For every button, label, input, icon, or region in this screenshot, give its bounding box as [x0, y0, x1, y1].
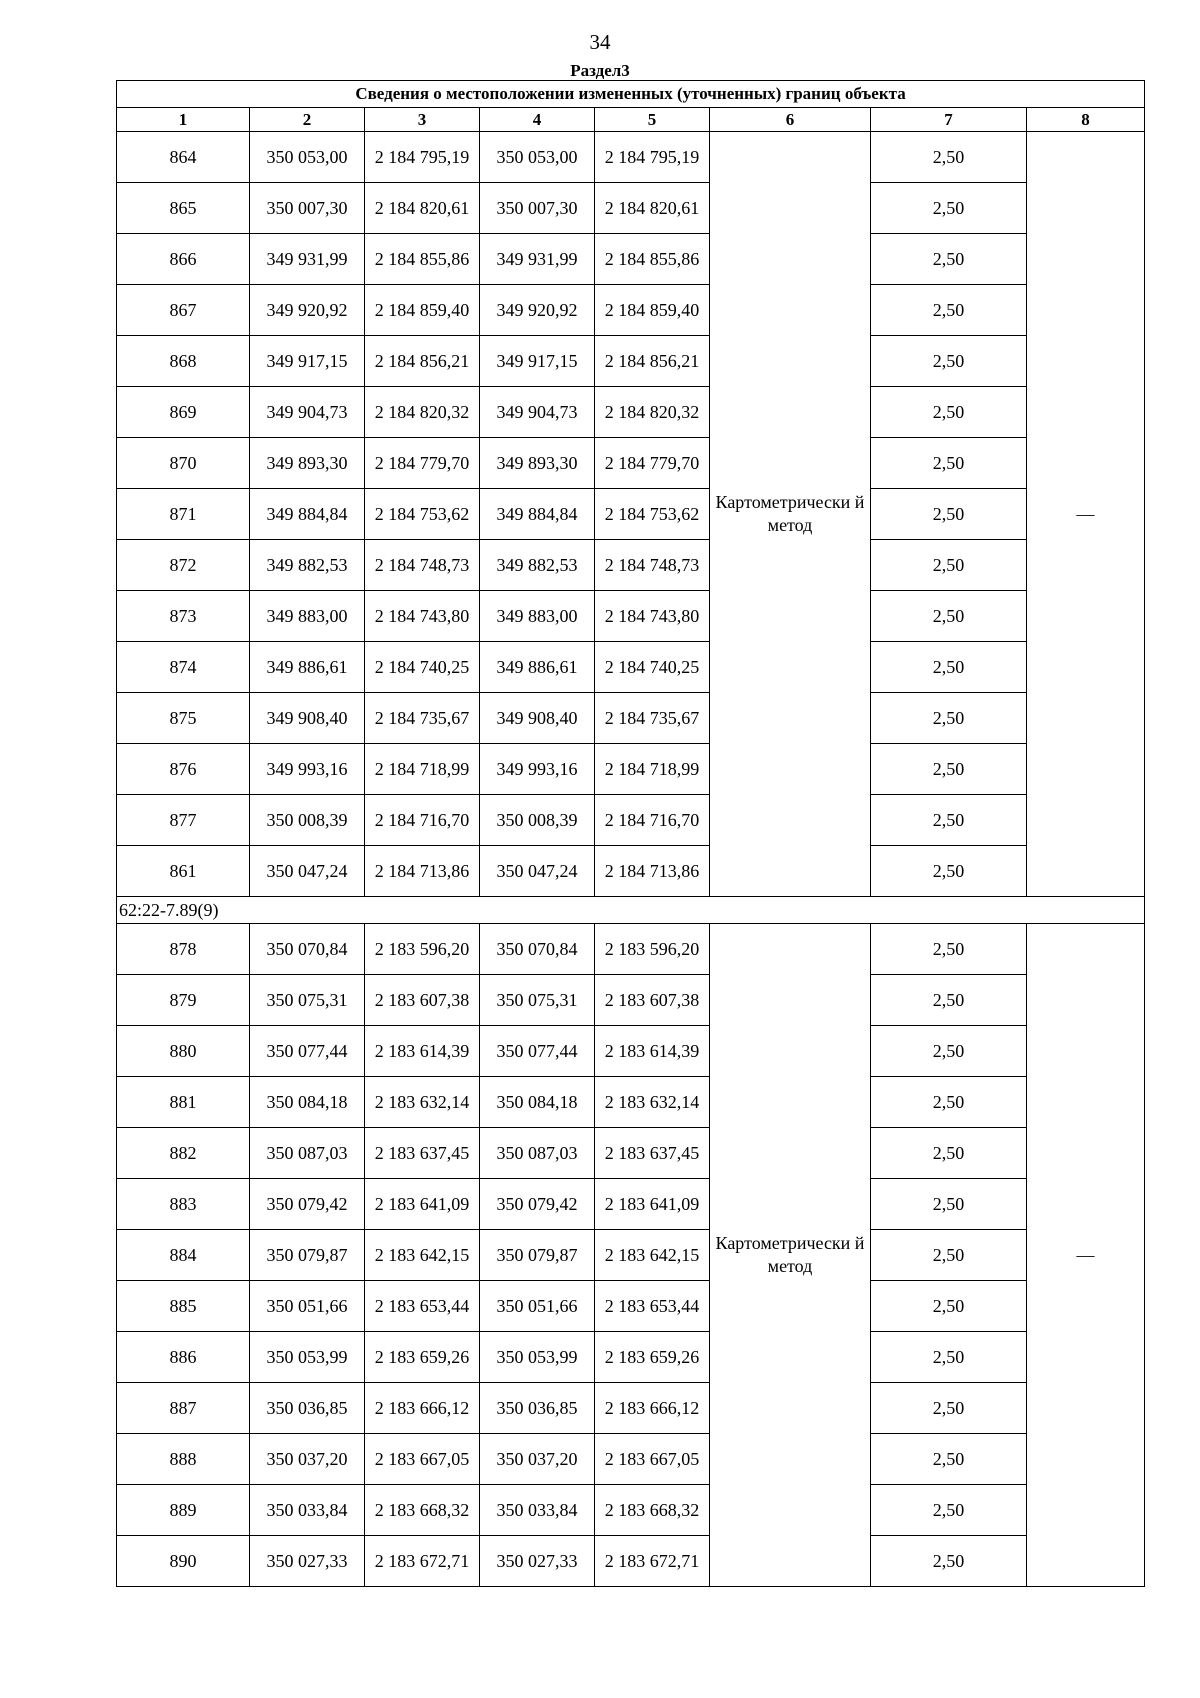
table-row — [117, 1179, 1145, 1230]
column-number-5: 5 — [595, 108, 710, 132]
group-label-row — [117, 897, 1145, 924]
column-number-row — [117, 108, 1145, 132]
accuracy-cell: 2,50 — [871, 795, 1027, 846]
y-existing-cell: 2 184 859,40 — [365, 285, 480, 336]
column-number-2: 2 — [250, 108, 365, 132]
table-row — [117, 846, 1145, 897]
table-row — [117, 285, 1145, 336]
accuracy-cell: 2,50 — [871, 1281, 1027, 1332]
x-existing-cell: 350 070,84 — [250, 924, 365, 975]
column-number-3: 3 — [365, 108, 480, 132]
x-refined-cell: 349 993,16 — [480, 744, 595, 795]
y-existing-cell: 2 184 855,86 — [365, 234, 480, 285]
accuracy-cell: 2,50 — [871, 387, 1027, 438]
y-refined-cell: 2 184 735,67 — [595, 693, 710, 744]
y-refined-cell: 2 184 795,19 — [595, 132, 710, 183]
point-number-cell: 861 — [117, 846, 250, 897]
column-number-6: 6 — [710, 108, 871, 132]
accuracy-cell: 2,50 — [871, 1230, 1027, 1281]
point-number-cell: 868 — [117, 336, 250, 387]
x-refined-cell: 349 884,84 — [480, 489, 595, 540]
table-row — [117, 438, 1145, 489]
x-existing-cell: 349 883,00 — [250, 591, 365, 642]
y-refined-cell: 2 184 716,70 — [595, 795, 710, 846]
table-row — [117, 132, 1145, 183]
y-existing-cell: 2 184 740,25 — [365, 642, 480, 693]
table-row — [117, 1434, 1145, 1485]
x-refined-cell: 350 047,24 — [480, 846, 595, 897]
y-existing-cell: 2 183 632,14 — [365, 1077, 480, 1128]
point-number-cell: 889 — [117, 1485, 250, 1536]
table-row — [117, 489, 1145, 540]
accuracy-cell: 2,50 — [871, 744, 1027, 795]
column-number-7: 7 — [871, 108, 1027, 132]
x-refined-cell: 350 079,42 — [480, 1179, 595, 1230]
table-row — [117, 1332, 1145, 1383]
y-refined-cell: 2 183 666,12 — [595, 1383, 710, 1434]
table-row — [117, 642, 1145, 693]
accuracy-cell: 2,50 — [871, 1383, 1027, 1434]
accuracy-cell: 2,50 — [871, 438, 1027, 489]
accuracy-cell: 2,50 — [871, 1485, 1027, 1536]
y-refined-cell: 2 184 856,21 — [595, 336, 710, 387]
x-refined-cell: 350 053,99 — [480, 1332, 595, 1383]
x-existing-cell: 350 051,66 — [250, 1281, 365, 1332]
y-refined-cell: 2 184 748,73 — [595, 540, 710, 591]
table-body — [117, 132, 1145, 1587]
x-refined-cell: 349 886,61 — [480, 642, 595, 693]
group-label: 62:22-7.89(9) — [117, 897, 1145, 924]
table-row — [117, 1026, 1145, 1077]
y-refined-cell: 2 183 637,45 — [595, 1128, 710, 1179]
x-refined-cell: 349 908,40 — [480, 693, 595, 744]
column-number-8: 8 — [1027, 108, 1145, 132]
x-refined-cell: 350 053,00 — [480, 132, 595, 183]
y-existing-cell: 2 184 713,86 — [365, 846, 480, 897]
point-number-cell: 883 — [117, 1179, 250, 1230]
y-refined-cell: 2 183 642,15 — [595, 1230, 710, 1281]
point-number-cell: 886 — [117, 1332, 250, 1383]
accuracy-cell: 2,50 — [871, 132, 1027, 183]
y-refined-cell: 2 184 820,61 — [595, 183, 710, 234]
table-row — [117, 1128, 1145, 1179]
table-row — [117, 591, 1145, 642]
point-number-cell: 878 — [117, 924, 250, 975]
y-refined-cell: 2 183 596,20 — [595, 924, 710, 975]
point-number-cell: 872 — [117, 540, 250, 591]
y-refined-cell: 2 183 667,05 — [595, 1434, 710, 1485]
accuracy-cell: 2,50 — [871, 924, 1027, 975]
boundary-table — [116, 80, 1145, 1587]
y-refined-cell: 2 184 855,86 — [595, 234, 710, 285]
x-refined-cell: 350 037,20 — [480, 1434, 595, 1485]
point-number-cell: 888 — [117, 1434, 250, 1485]
y-existing-cell: 2 183 596,20 — [365, 924, 480, 975]
table-row — [117, 1485, 1145, 1536]
accuracy-cell: 2,50 — [871, 975, 1027, 1026]
y-existing-cell: 2 184 735,67 — [365, 693, 480, 744]
table-row — [117, 540, 1145, 591]
point-number-cell: 871 — [117, 489, 250, 540]
accuracy-cell: 2,50 — [871, 336, 1027, 387]
y-existing-cell: 2 183 641,09 — [365, 1179, 480, 1230]
x-refined-cell: 350 079,87 — [480, 1230, 595, 1281]
x-existing-cell: 350 077,44 — [250, 1026, 365, 1077]
y-refined-cell: 2 183 659,26 — [595, 1332, 710, 1383]
y-existing-cell: 2 183 666,12 — [365, 1383, 480, 1434]
method-cell: Картометрически й метод — [710, 132, 871, 897]
y-refined-cell: 2 183 641,09 — [595, 1179, 710, 1230]
x-refined-cell: 350 008,39 — [480, 795, 595, 846]
y-existing-cell: 2 184 748,73 — [365, 540, 480, 591]
point-number-cell: 882 — [117, 1128, 250, 1179]
y-existing-cell: 2 184 820,61 — [365, 183, 480, 234]
x-refined-cell: 349 917,15 — [480, 336, 595, 387]
accuracy-cell: 2,50 — [871, 1434, 1027, 1485]
y-existing-cell: 2 184 779,70 — [365, 438, 480, 489]
x-existing-cell: 350 036,85 — [250, 1383, 365, 1434]
y-refined-cell: 2 183 607,38 — [595, 975, 710, 1026]
y-existing-cell: 2 184 820,32 — [365, 387, 480, 438]
x-refined-cell: 349 904,73 — [480, 387, 595, 438]
column-8-cell: — — [1027, 924, 1145, 1587]
accuracy-cell: 2,50 — [871, 234, 1027, 285]
accuracy-cell: 2,50 — [871, 540, 1027, 591]
y-refined-cell: 2 184 740,25 — [595, 642, 710, 693]
page-number: 34 — [589, 30, 611, 54]
table-row — [117, 924, 1145, 975]
point-number-cell: 877 — [117, 795, 250, 846]
y-refined-cell: 2 184 820,32 — [595, 387, 710, 438]
x-refined-cell: 350 084,18 — [480, 1077, 595, 1128]
x-existing-cell: 350 084,18 — [250, 1077, 365, 1128]
y-existing-cell: 2 183 667,05 — [365, 1434, 480, 1485]
x-refined-cell: 350 036,85 — [480, 1383, 595, 1434]
x-existing-cell: 349 931,99 — [250, 234, 365, 285]
x-existing-cell: 350 079,87 — [250, 1230, 365, 1281]
column-8-cell: — — [1027, 132, 1145, 897]
point-number-cell: 873 — [117, 591, 250, 642]
y-existing-cell: 2 184 743,80 — [365, 591, 480, 642]
x-refined-cell: 349 920,92 — [480, 285, 595, 336]
table-row — [117, 1281, 1145, 1332]
x-refined-cell: 350 070,84 — [480, 924, 595, 975]
x-existing-cell: 349 882,53 — [250, 540, 365, 591]
table-row — [117, 1230, 1145, 1281]
y-existing-cell: 2 183 672,71 — [365, 1536, 480, 1587]
y-refined-cell: 2 183 632,14 — [595, 1077, 710, 1128]
x-existing-cell: 349 993,16 — [250, 744, 365, 795]
y-refined-cell: 2 184 743,80 — [595, 591, 710, 642]
x-refined-cell: 350 033,84 — [480, 1485, 595, 1536]
x-existing-cell: 350 033,84 — [250, 1485, 365, 1536]
y-refined-cell: 2 183 668,32 — [595, 1485, 710, 1536]
table-row — [117, 387, 1145, 438]
point-number-cell: 870 — [117, 438, 250, 489]
point-number-cell: 880 — [117, 1026, 250, 1077]
y-refined-cell: 2 184 753,62 — [595, 489, 710, 540]
y-existing-cell: 2 184 795,19 — [365, 132, 480, 183]
point-number-cell: 885 — [117, 1281, 250, 1332]
y-refined-cell: 2 184 713,86 — [595, 846, 710, 897]
accuracy-cell: 2,50 — [871, 846, 1027, 897]
x-existing-cell: 349 920,92 — [250, 285, 365, 336]
accuracy-cell: 2,50 — [871, 642, 1027, 693]
y-existing-cell: 2 184 856,21 — [365, 336, 480, 387]
point-number-cell: 866 — [117, 234, 250, 285]
x-existing-cell: 350 047,24 — [250, 846, 365, 897]
accuracy-cell: 2,50 — [871, 591, 1027, 642]
x-refined-cell: 349 893,30 — [480, 438, 595, 489]
accuracy-cell: 2,50 — [871, 1536, 1027, 1587]
point-number-cell: 887 — [117, 1383, 250, 1434]
x-refined-cell: 350 075,31 — [480, 975, 595, 1026]
table-row — [117, 1383, 1145, 1434]
accuracy-cell: 2,50 — [871, 1077, 1027, 1128]
section-title: Раздел3 — [570, 61, 630, 80]
table-row — [117, 234, 1145, 285]
x-existing-cell: 349 917,15 — [250, 336, 365, 387]
accuracy-cell: 2,50 — [871, 183, 1027, 234]
y-existing-cell: 2 183 642,15 — [365, 1230, 480, 1281]
y-existing-cell: 2 184 716,70 — [365, 795, 480, 846]
x-existing-cell: 350 079,42 — [250, 1179, 365, 1230]
x-existing-cell: 350 027,33 — [250, 1536, 365, 1587]
y-existing-cell: 2 184 753,62 — [365, 489, 480, 540]
x-refined-cell: 350 007,30 — [480, 183, 595, 234]
y-refined-cell: 2 183 653,44 — [595, 1281, 710, 1332]
y-existing-cell: 2 183 614,39 — [365, 1026, 480, 1077]
table-row — [117, 975, 1145, 1026]
x-existing-cell: 350 053,00 — [250, 132, 365, 183]
x-refined-cell: 350 051,66 — [480, 1281, 595, 1332]
x-refined-cell: 350 077,44 — [480, 1026, 595, 1077]
point-number-cell: 884 — [117, 1230, 250, 1281]
method-cell: Картометрически й метод — [710, 924, 871, 1587]
point-number-cell: 879 — [117, 975, 250, 1026]
x-refined-cell: 349 931,99 — [480, 234, 595, 285]
y-refined-cell: 2 183 614,39 — [595, 1026, 710, 1077]
y-existing-cell: 2 184 718,99 — [365, 744, 480, 795]
table-row — [117, 693, 1145, 744]
x-existing-cell: 349 904,73 — [250, 387, 365, 438]
x-existing-cell: 349 886,61 — [250, 642, 365, 693]
accuracy-cell: 2,50 — [871, 1332, 1027, 1383]
x-existing-cell: 350 087,03 — [250, 1128, 365, 1179]
y-existing-cell: 2 183 637,45 — [365, 1128, 480, 1179]
accuracy-cell: 2,50 — [871, 1026, 1027, 1077]
point-number-cell: 865 — [117, 183, 250, 234]
table-row — [117, 1536, 1145, 1587]
point-number-cell: 875 — [117, 693, 250, 744]
x-existing-cell: 350 037,20 — [250, 1434, 365, 1485]
table-row — [117, 1077, 1145, 1128]
point-number-cell: 874 — [117, 642, 250, 693]
x-existing-cell: 350 007,30 — [250, 183, 365, 234]
x-existing-cell: 349 893,30 — [250, 438, 365, 489]
point-number-cell: 864 — [117, 132, 250, 183]
y-refined-cell: 2 184 779,70 — [595, 438, 710, 489]
table-row — [117, 336, 1145, 387]
x-existing-cell: 349 908,40 — [250, 693, 365, 744]
y-existing-cell: 2 183 607,38 — [365, 975, 480, 1026]
x-existing-cell: 350 008,39 — [250, 795, 365, 846]
y-existing-cell: 2 183 668,32 — [365, 1485, 480, 1536]
table-row — [117, 183, 1145, 234]
point-number-cell: 881 — [117, 1077, 250, 1128]
x-refined-cell: 350 027,33 — [480, 1536, 595, 1587]
column-number-4: 4 — [480, 108, 595, 132]
point-number-cell: 876 — [117, 744, 250, 795]
x-existing-cell: 350 053,99 — [250, 1332, 365, 1383]
column-number-1: 1 — [117, 108, 250, 132]
table-row — [117, 744, 1145, 795]
y-existing-cell: 2 183 659,26 — [365, 1332, 480, 1383]
table-row — [117, 795, 1145, 846]
accuracy-cell: 2,50 — [871, 1128, 1027, 1179]
x-existing-cell: 349 884,84 — [250, 489, 365, 540]
x-refined-cell: 349 883,00 — [480, 591, 595, 642]
point-number-cell: 890 — [117, 1536, 250, 1587]
x-refined-cell: 349 882,53 — [480, 540, 595, 591]
table-caption: Сведения о местоположении измененных (уточненных) границ объекта — [117, 81, 1145, 108]
x-refined-cell: 350 087,03 — [480, 1128, 595, 1179]
point-number-cell: 869 — [117, 387, 250, 438]
accuracy-cell: 2,50 — [871, 285, 1027, 336]
point-number-cell: 867 — [117, 285, 250, 336]
accuracy-cell: 2,50 — [871, 1179, 1027, 1230]
y-refined-cell: 2 184 859,40 — [595, 285, 710, 336]
y-existing-cell: 2 183 653,44 — [365, 1281, 480, 1332]
y-refined-cell: 2 184 718,99 — [595, 744, 710, 795]
x-existing-cell: 350 075,31 — [250, 975, 365, 1026]
accuracy-cell: 2,50 — [871, 489, 1027, 540]
y-refined-cell: 2 183 672,71 — [595, 1536, 710, 1587]
accuracy-cell: 2,50 — [871, 693, 1027, 744]
